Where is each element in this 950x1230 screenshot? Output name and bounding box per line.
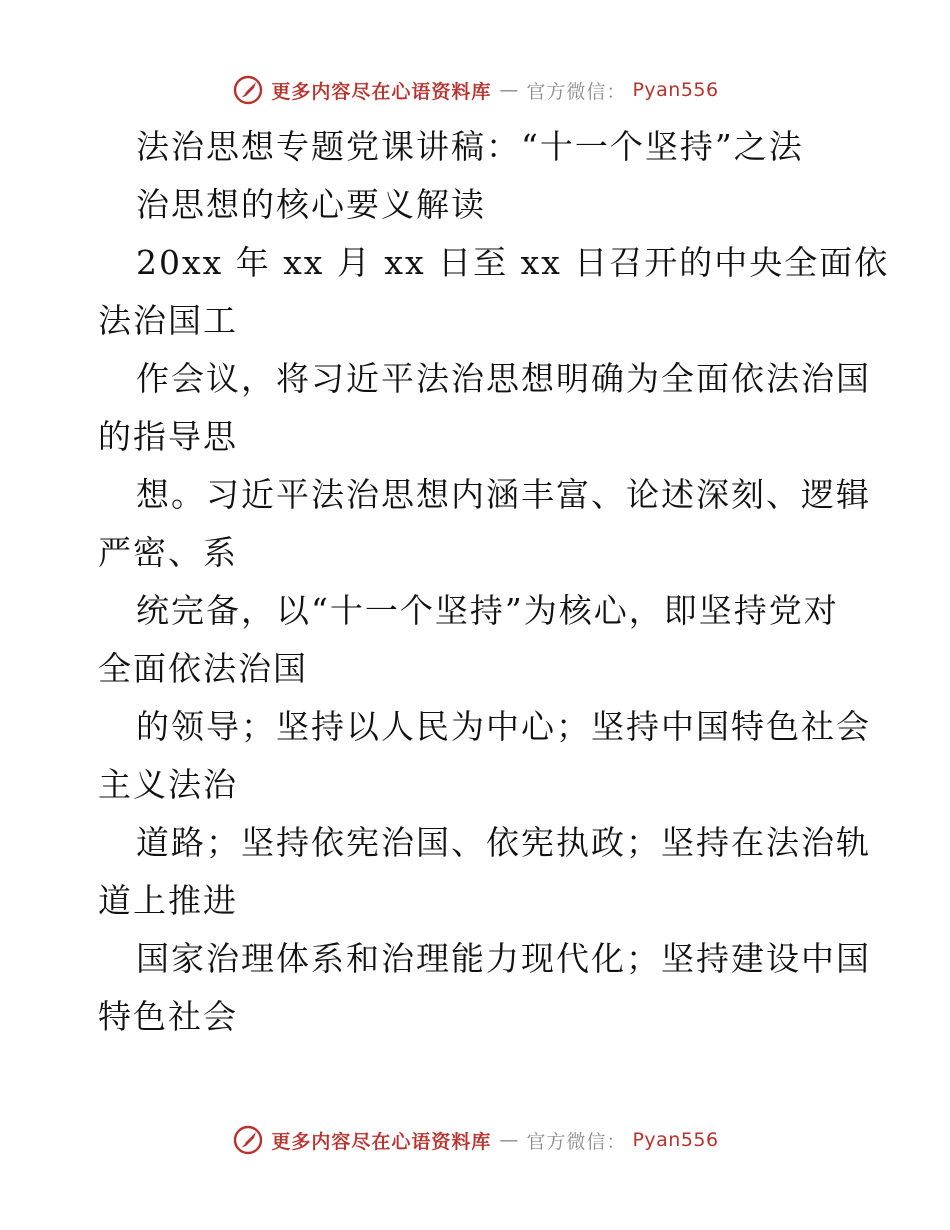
banner-dash: — [499, 79, 519, 101]
body-line: 的指导思 [98, 417, 238, 456]
document-body [98, 118, 890, 1046]
banner-site-text: 更多内容尽在心语资料库 [271, 80, 492, 103]
body-line: 道路；坚持依宪治国、依宪执政；坚持在法治轨 [136, 823, 871, 862]
footer-banner [0, 1120, 950, 1160]
banner-dash: — [499, 1129, 519, 1151]
banner-wechat-label: 官方微信： [526, 80, 627, 103]
body-line: 特色社会 [98, 997, 238, 1036]
banner-wechat-label: 官方微信： [526, 1130, 627, 1153]
body-line: 想。习近平法治思想内涵丰富、论述深刻、逻辑 [136, 475, 871, 514]
banner-wechat-handle: Pyan556 [632, 79, 719, 101]
title-line-2: 治思想的核心要义解读 [136, 185, 486, 224]
title-line-1: 法治思想专题党课讲稿：“十一个坚持”之法 [136, 127, 804, 166]
body-line: 全面依法治国 [98, 649, 308, 688]
body-line: 法治国工 [98, 301, 238, 340]
header-banner [0, 70, 950, 110]
quill-circle-icon [231, 1123, 265, 1157]
banner-site-text: 更多内容尽在心语资料库 [271, 1130, 492, 1153]
body-line: 严密、系 [98, 533, 238, 572]
body-line: 20xx 年 xx 月 xx 日至 xx 日召开的中央全面依 [136, 243, 890, 282]
body-line: 的领导；坚持以人民为中心；坚持中国特色社会 [136, 707, 871, 746]
banner-wechat-handle: Pyan556 [632, 1129, 719, 1151]
body-line: 道上推进 [98, 881, 238, 920]
quill-circle-icon [231, 73, 265, 107]
body-line: 统完备，以“十一个坚持”为核心，即坚持党对 [136, 591, 839, 630]
body-line: 主义法治 [98, 765, 238, 804]
body-line: 国家治理体系和治理能力现代化；坚持建设中国 [136, 939, 871, 978]
body-line: 作会议，将习近平法治思想明确为全面依法治国 [136, 359, 871, 398]
